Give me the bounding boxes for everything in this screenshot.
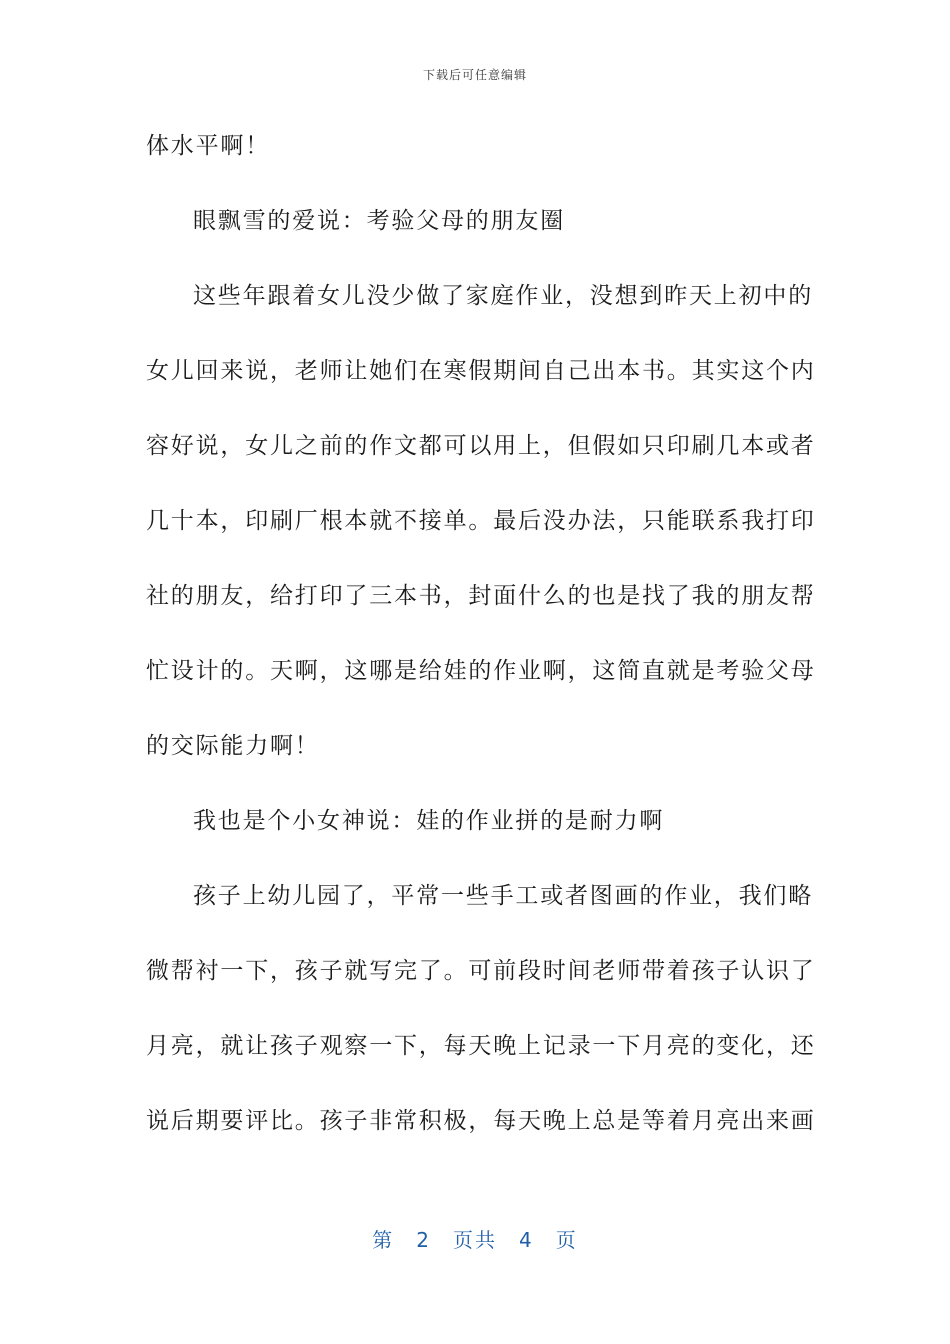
text-line: 忙设计的。天啊，这哪是给娃的作业啊，这简直就是考验父母 (146, 658, 816, 684)
total-pages-number: 4 (519, 1228, 534, 1252)
text-line: 月亮，就让孩子观察一下，每天晚上记录一下月亮的变化，还 (146, 1033, 816, 1059)
text-line: 女儿回来说，老师让她们在寒假期间自己出本书。其实这个内 (146, 358, 816, 384)
text-line: 我也是个小女神说：娃的作业拼的是耐力啊 (193, 808, 665, 834)
text-line: 体水平啊！ (146, 133, 270, 159)
page-footer (0, 1224, 950, 1253)
text-line: 的交际能力啊！ (146, 733, 320, 759)
text-line: 社的朋友，给打印了三本书，封面什么的也是找了我的朋友帮 (146, 583, 816, 609)
text-line: 眼飘雪的爱说：考验父母的朋友圈 (193, 208, 565, 234)
text-line: 这些年跟着女儿没少做了家庭作业，没想到昨天上初中的 (193, 283, 813, 309)
text-line: 几十本，印刷厂根本就不接单。最后没办法，只能联系我打印 (146, 508, 816, 534)
header-note: 下载后可任意编辑 (422, 68, 527, 82)
text-line: 说后期要评比。孩子非常积极，每天晚上总是等着月亮出来画 (146, 1108, 816, 1134)
document-body (146, 118, 816, 1168)
footer-prefix: 第 (372, 1228, 395, 1252)
text-line: 孩子上幼儿园了，平常一些手工或者图画的作业，我们略 (193, 883, 813, 909)
text-line: 微帮衬一下，孩子就写完了。可前段时间老师带着孩子认识了 (146, 958, 816, 984)
footer-middle: 页共 (453, 1228, 497, 1252)
footer-suffix: 页 (555, 1228, 578, 1252)
current-page-number: 2 (416, 1228, 431, 1252)
text-line: 容好说，女儿之前的作文都可以用上，但假如只印刷几本或者 (146, 433, 816, 459)
